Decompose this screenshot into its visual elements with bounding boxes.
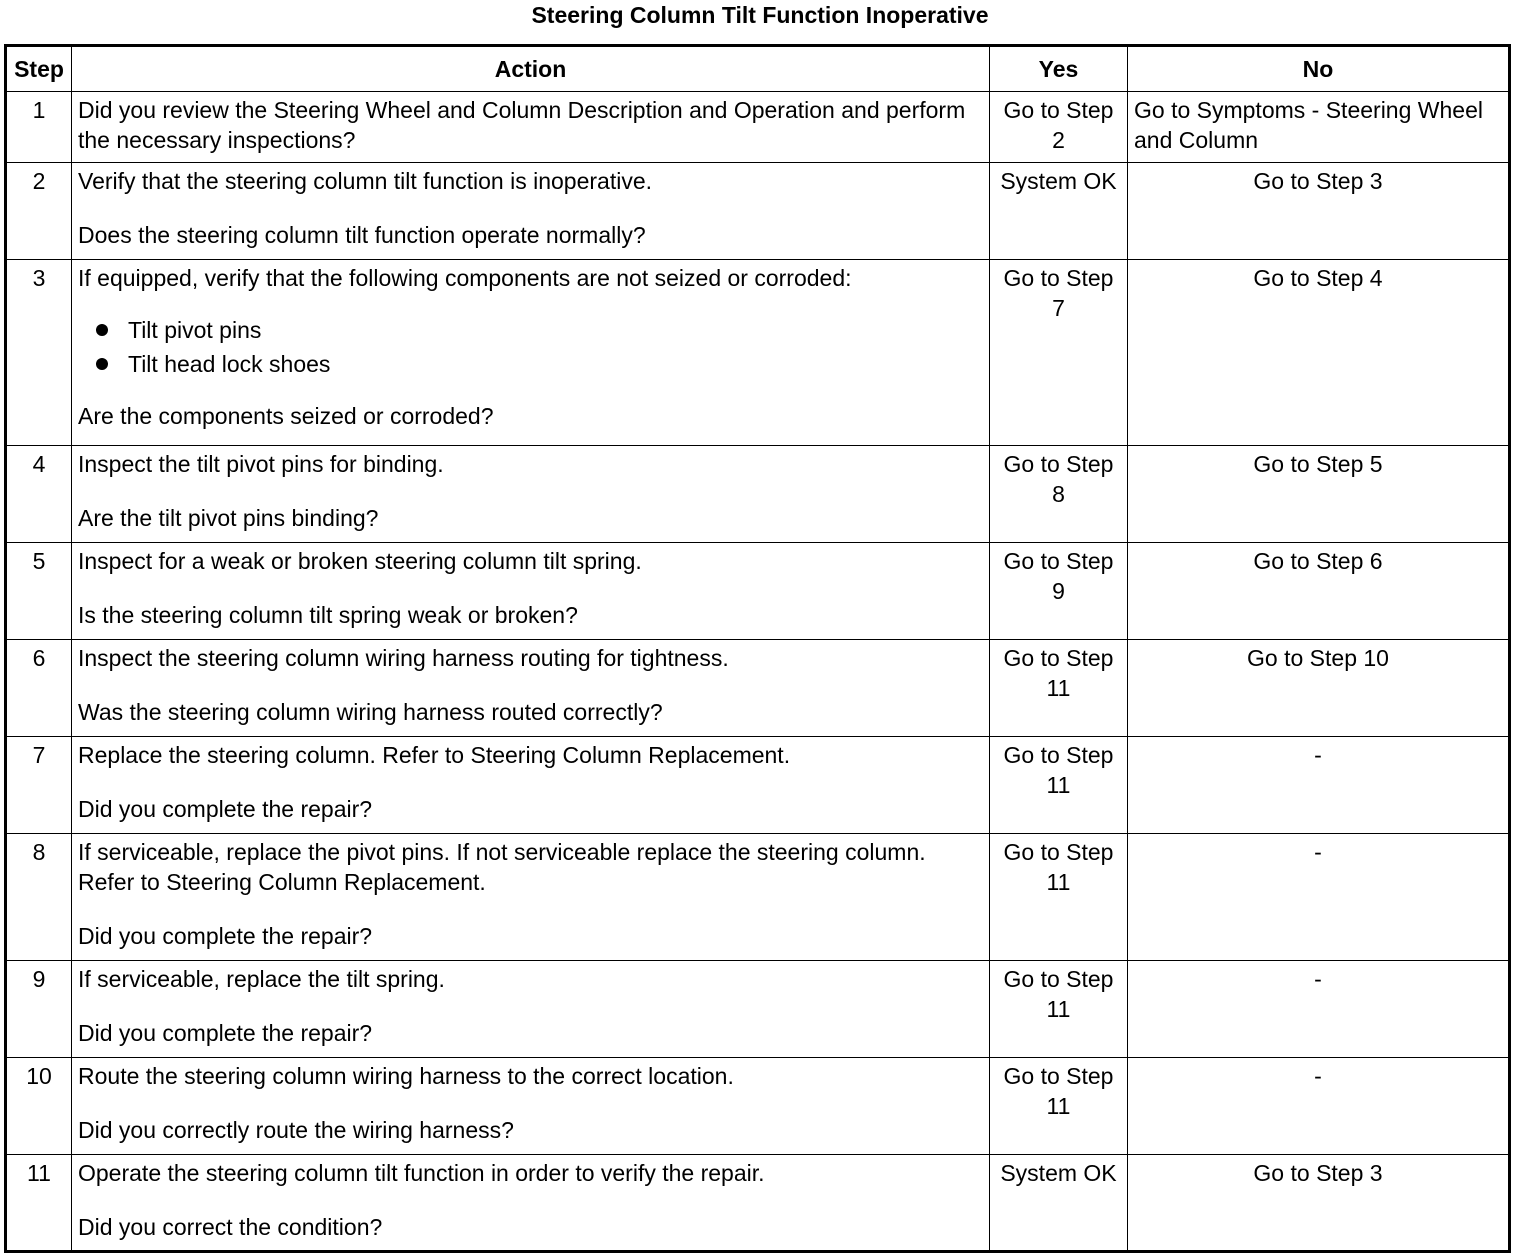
action-question: Did you correctly route the wiring harness?	[78, 1117, 514, 1143]
step-number: 6	[6, 640, 72, 737]
yes-cell: Go to Step 2	[990, 92, 1128, 163]
action-text: Inspect the tilt pivot pins for binding.	[78, 451, 444, 477]
action-question: Are the tilt pivot pins binding?	[78, 505, 379, 531]
header-no: No	[1128, 46, 1510, 92]
list-item: Tilt pivot pins	[96, 313, 983, 347]
yes-cell: Go to Step 9	[990, 543, 1128, 640]
yes-cell: Go to Step 11	[990, 737, 1128, 834]
action-question: Did you correct the condition?	[78, 1214, 383, 1240]
step-number: 3	[6, 260, 72, 446]
bullet-icon	[96, 358, 108, 370]
yes-cell: Go to Step 11	[990, 834, 1128, 961]
action-text: If serviceable, replace the tilt spring.	[78, 966, 445, 992]
action-cell	[72, 1058, 990, 1155]
action-text: Replace the steering column. Refer to Steering Column Replacement.	[78, 742, 791, 768]
header-step: Step	[6, 46, 72, 92]
no-cell: Go to Step 3	[1128, 1155, 1510, 1252]
diagnostic-table	[4, 44, 1511, 1253]
header-row	[6, 46, 1510, 92]
yes-cell: Go to Step 11	[990, 1058, 1128, 1155]
action-text: Inspect for a weak or broken steering column tilt spring.	[78, 548, 642, 574]
step-number: 2	[6, 163, 72, 260]
action-cell	[72, 1155, 990, 1252]
yes-cell: Go to Step 11	[990, 640, 1128, 737]
step-number: 10	[6, 1058, 72, 1155]
table-row	[6, 446, 1510, 543]
no-cell: -	[1128, 961, 1510, 1058]
action-question: Did you complete the repair?	[78, 796, 373, 822]
step-number: 5	[6, 543, 72, 640]
step-number: 11	[6, 1155, 72, 1252]
yes-cell: System OK	[990, 1155, 1128, 1252]
table-row	[6, 163, 1510, 260]
no-cell: -	[1128, 834, 1510, 961]
action-cell	[72, 260, 990, 446]
no-cell: Go to Symptoms - Steering Wheel and Column	[1128, 92, 1510, 163]
step-number: 7	[6, 737, 72, 834]
bullet-icon	[96, 324, 108, 336]
yes-cell: Go to Step 8	[990, 446, 1128, 543]
no-cell: Go to Step 6	[1128, 543, 1510, 640]
yes-cell: System OK	[990, 163, 1128, 260]
table-row	[6, 834, 1510, 961]
action-text: Operate the steering column tilt function in order to verify the repair.	[78, 1160, 765, 1186]
action-cell	[72, 640, 990, 737]
action-cell	[72, 543, 990, 640]
action-text: If serviceable, replace the pivot pins. If not serviceable replace the steering column. Refer to Steering Column Replacement.	[78, 839, 926, 895]
no-cell: -	[1128, 737, 1510, 834]
no-cell: Go to Step 4	[1128, 260, 1510, 446]
action-question: Are the components seized or corroded?	[78, 403, 494, 429]
table-row	[6, 640, 1510, 737]
yes-cell: Go to Step 7	[990, 260, 1128, 446]
table-row	[6, 260, 1510, 446]
action-cell	[72, 163, 990, 260]
no-cell: -	[1128, 1058, 1510, 1155]
action-text: Verify that the steering column tilt function is inoperative.	[78, 168, 653, 194]
no-cell: Go to Step 5	[1128, 446, 1510, 543]
action-cell	[72, 961, 990, 1058]
action-cell	[72, 834, 990, 961]
table-row	[6, 737, 1510, 834]
step-number: 1	[6, 92, 72, 163]
action-cell	[72, 92, 990, 163]
action-question: Was the steering column wiring harness routed correctly?	[78, 699, 663, 725]
action-cell	[72, 737, 990, 834]
action-question: Is the steering column tilt spring weak or broken?	[78, 602, 578, 628]
no-cell: Go to Step 10	[1128, 640, 1510, 737]
step-number: 8	[6, 834, 72, 961]
list-item: Tilt head lock shoes	[96, 347, 983, 381]
yes-cell: Go to Step 11	[990, 961, 1128, 1058]
table-row	[6, 1058, 1510, 1155]
action-question: Did you complete the repair?	[78, 923, 373, 949]
action-question: Did you complete the repair?	[78, 1020, 373, 1046]
page-title: Steering Column Tilt Function Inoperative	[531, 2, 989, 28]
header-yes: Yes	[990, 46, 1128, 92]
action-cell	[72, 446, 990, 543]
table-row	[6, 543, 1510, 640]
action-text: Did you review the Steering Wheel and Column Description and Operation and perform the necessary inspections?	[78, 97, 966, 153]
table-row	[6, 92, 1510, 163]
step-number: 9	[6, 961, 72, 1058]
action-text: If equipped, verify that the following components are not seized or corroded:	[78, 265, 852, 291]
step-number: 4	[6, 446, 72, 543]
bullet-list	[78, 313, 983, 381]
action-text: Route the steering column wiring harness to the correct location.	[78, 1063, 734, 1089]
action-text: Inspect the steering column wiring harness routing for tightness.	[78, 645, 729, 671]
table-row	[6, 1155, 1510, 1252]
table-row	[6, 961, 1510, 1058]
no-cell: Go to Step 3	[1128, 163, 1510, 260]
header-action: Action	[72, 46, 990, 92]
action-question: Does the steering column tilt function operate normally?	[78, 222, 646, 248]
